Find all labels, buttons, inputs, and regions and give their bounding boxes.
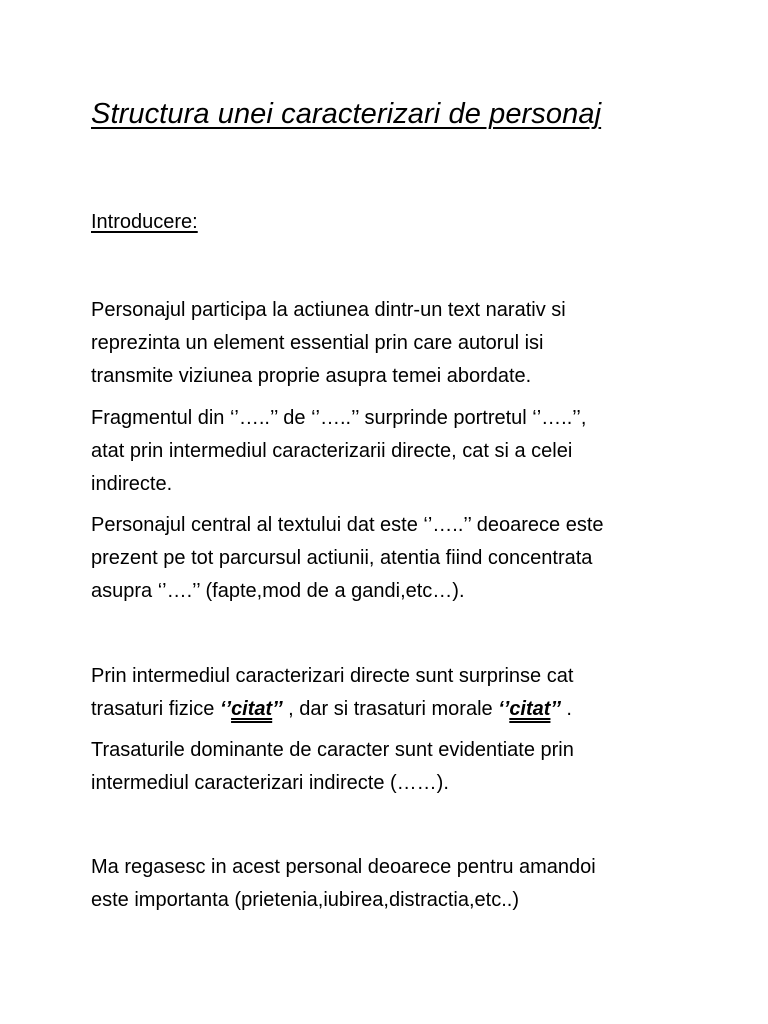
paragraph-2-line-1: Fragmentul din ‘’…..’’ de ‘’…..’’ surprinde portretul ‘’…..’’, bbox=[91, 407, 587, 429]
quote-2-close: ’’ bbox=[550, 698, 561, 720]
quote-citat-2 bbox=[498, 698, 561, 720]
quote-1-open: ‘’ bbox=[219, 698, 232, 720]
paragraph-4-text-post: . bbox=[560, 698, 572, 720]
paragraph-4 bbox=[91, 660, 701, 726]
quote-citat-1 bbox=[220, 698, 283, 720]
paragraph-2 bbox=[91, 402, 701, 501]
paragraph-5-line-2: intermediul caracterizari indirecte (……). bbox=[91, 772, 449, 794]
paragraph-6 bbox=[91, 851, 701, 917]
paragraph-5 bbox=[91, 734, 701, 800]
paragraph-4-text-mid: , dar si trasaturi morale bbox=[282, 698, 499, 720]
paragraph-1-line-1: Personajul participa la actiunea dintr-un text narativ si bbox=[91, 299, 566, 321]
paragraph-1-line-2: reprezinta un element essential prin care autorul isi bbox=[91, 332, 544, 354]
quote-2-open: ‘’ bbox=[498, 698, 510, 720]
paragraph-3-line-2: prezent pe tot parcursul actiunii, atentia fiind concentrata bbox=[91, 547, 593, 569]
paragraph-4-text-pre: trasaturi fizice bbox=[91, 698, 220, 720]
paragraph-4-line-1: Prin intermediul caracterizari directe sunt surprinse cat bbox=[91, 665, 574, 687]
document-title: Structura unei caracterizari de personaj bbox=[91, 98, 602, 130]
paragraph-5-line-1: Trasaturile dominante de caracter sunt evidentiate prin bbox=[91, 739, 574, 761]
quote-2-word: citat bbox=[509, 698, 551, 720]
paragraph-2-line-3: indirecte. bbox=[91, 473, 173, 495]
quote-1-close: ’’ bbox=[272, 698, 283, 720]
paragraph-2-line-2: atat prin intermediul caracterizarii directe, cat si a celei bbox=[91, 440, 573, 462]
paragraph-6-line-1: Ma regasesc in acest personal deoarece pentru amandoi bbox=[91, 856, 596, 878]
paragraph-1-line-3: transmite viziunea proprie asupra temei abordate. bbox=[91, 365, 532, 387]
paragraph-4-line-2 bbox=[91, 693, 701, 726]
paragraph-6-line-2: este importanta (prietenia,iubirea,distractia,etc..) bbox=[91, 889, 519, 911]
paragraph-3-line-3: asupra ‘’….’’ (fapte,mod de a gandi,etc…). bbox=[91, 580, 465, 602]
section-heading-introducere: Introducere: bbox=[91, 211, 198, 233]
paragraph-1 bbox=[91, 294, 701, 393]
paragraph-3-line-1: Personajul central al textului dat este ‘’…..’’ deoarece este bbox=[91, 514, 604, 536]
quote-1-word: citat bbox=[231, 698, 273, 720]
paragraph-3 bbox=[91, 509, 701, 608]
